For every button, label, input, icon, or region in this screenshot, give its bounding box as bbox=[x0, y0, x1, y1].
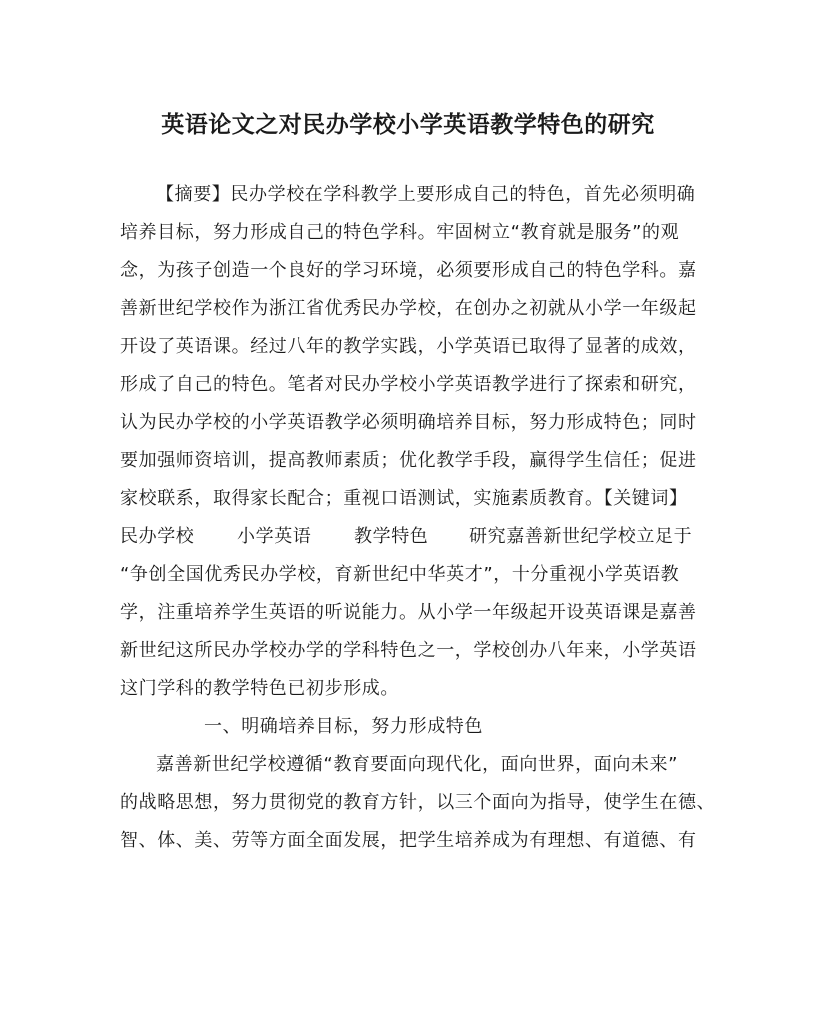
text-line: 要加强师资培训，提高教师素质；优化教学手段，赢得学生信任；促进 bbox=[120, 450, 697, 471]
text-line: “争创全国优秀民办学校，育新世纪中华英才”，十分重视小学英语教 bbox=[120, 564, 680, 585]
keyword: 教学特色 bbox=[354, 526, 429, 547]
text-line: 念，为孩子创造一个良好的学习环境，必须要形成自己的特色学科。嘉 bbox=[120, 260, 697, 281]
section-heading: 一、明确培养目标，努力形成特色 bbox=[204, 716, 483, 737]
document-body bbox=[120, 176, 716, 860]
keywords-line bbox=[120, 518, 700, 556]
text-line: 开设了英语课。经过八年的教学实践，小学英语已取得了显著的成效， bbox=[120, 336, 697, 357]
document-title: 英语论文之对民办学校小学英语教学特色的研究 bbox=[161, 111, 655, 138]
text-line: 【摘要】民办学校在学科教学上要形成自己的特色，首先必须明确 bbox=[156, 184, 696, 205]
text-line: 认为民办学校的小学英语教学必须明确培养目标，努力形成特色；同时 bbox=[120, 412, 697, 433]
text-line: 嘉善新世纪学校遵循“教育要面向现代化，面向世界，面向未来” bbox=[156, 754, 679, 775]
keyword: 小学英语 bbox=[237, 526, 312, 547]
text-line: 家校联系，取得家长配合；重视口语测试，实施素质教育。【关键词】 bbox=[120, 488, 688, 509]
text-line: 这门学科的教学特色已初步形成。 bbox=[120, 678, 399, 699]
text-line: 善新世纪学校作为浙江省优秀民办学校，在创办之初就从小学一年级起 bbox=[120, 298, 697, 319]
text-line: 学，注重培养学生英语的听说能力。从小学一年级起开设英语课是嘉善 bbox=[120, 602, 697, 623]
text-line: 培养目标，努力形成自己的特色学科。牢固树立“教育就是服务”的观 bbox=[120, 222, 680, 243]
text-line: 智、体、美、劳等方面全面发展，把学生培养成为有理想、有道德、有 bbox=[120, 830, 697, 851]
text-line: 形成了自己的特色。笔者对民办学校小学英语教学进行了探索和研究， bbox=[120, 374, 697, 395]
text-line: 新世纪这所民办学校办学的学科特色之一，学校创办八年来，小学英语 bbox=[120, 640, 697, 661]
keyword: 民办学校 bbox=[120, 526, 195, 547]
text-line: 的战略思想，努力贯彻党的教育方针，以三个面向为指导，使学生在德、 bbox=[120, 792, 716, 813]
keyword: 研究嘉善新世纪学校立足于 bbox=[469, 526, 693, 547]
